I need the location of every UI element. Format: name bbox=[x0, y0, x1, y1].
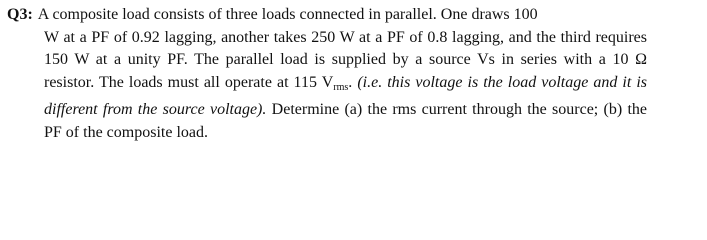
question-first-line bbox=[7, 4, 647, 27]
question-line-1: A composite load consists of three loads connected in parallel. One draws 100 bbox=[37, 6, 538, 23]
voltage-subscript: rms bbox=[333, 81, 349, 93]
italic-note: (i.e. this voltage is the load voltage and it is different from the source voltage). bbox=[44, 73, 648, 119]
after-subscript: . bbox=[348, 73, 358, 91]
question-text bbox=[7, 4, 647, 145]
question-body-part-1: W at a PF of 0.92 lagging, another takes 250 W at a PF of 0.8 lagging, and the third requires 150 W at a unity PF. The parallel load is supplied by a source Vs in series with a 10 Ω resistor. The loads must all operate at 115 V bbox=[44, 28, 647, 91]
question-body-part-2: Determine (a) the rms current through the source; (b) the PF of the composite load. bbox=[44, 101, 648, 141]
question-number: Q3: bbox=[7, 6, 33, 23]
question-body bbox=[7, 27, 647, 145]
